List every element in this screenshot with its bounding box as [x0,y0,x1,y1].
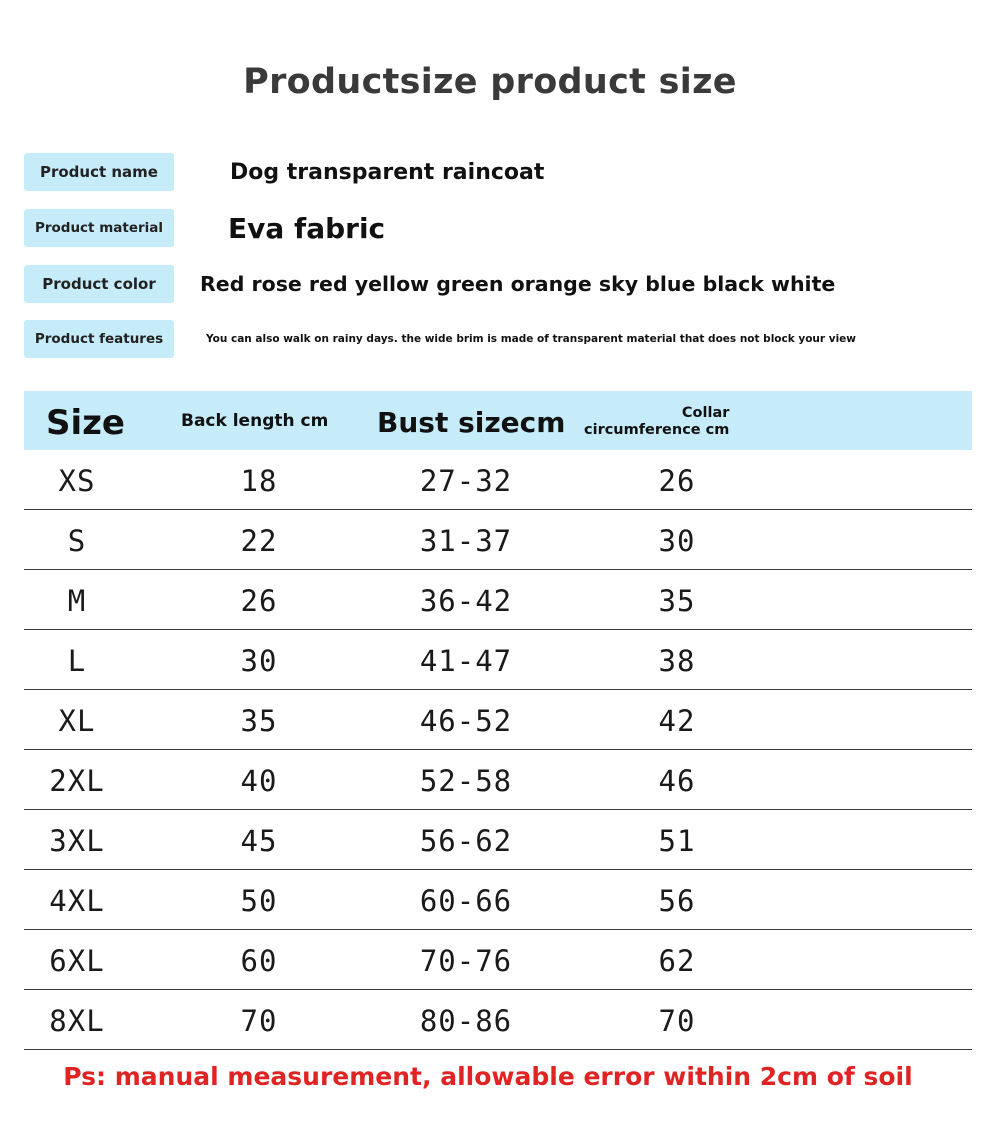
cell-collar: 26 [658,464,696,498]
table-row [24,810,972,870]
header-size: Size [46,403,125,443]
cell-bust-size: 70-76 [419,944,513,978]
cell-collar: 42 [658,704,696,738]
cell-collar: 38 [658,644,696,678]
cell-size: L [67,644,87,678]
cell-bust-size: 56-62 [419,824,513,858]
cell-bust-size: 41-47 [419,644,513,678]
cell-back-length: 60 [240,944,278,978]
cell-bust-size: 60-66 [419,884,513,918]
cell-back-length: 35 [240,704,278,738]
table-row [24,930,972,990]
cell-bust-size: 80-86 [419,1004,513,1038]
cell-collar: 30 [658,524,696,558]
cell-bust-size: 27-32 [419,464,513,498]
cell-collar: 56 [658,884,696,918]
cell-bust-size: 36-42 [419,584,513,618]
cell-size: 3XL [49,824,105,858]
measurement-note: Ps: manual measurement, allowable error within 2cm of soil [63,1062,913,1091]
cell-back-length: 18 [240,464,278,498]
cell-collar: 51 [658,824,696,858]
table-row [24,870,972,930]
header-bust-size: Bust sizecm [377,406,566,439]
table-row [24,690,972,750]
product-color-value: Red rose red yellow green orange sky blue black white [200,272,836,296]
cell-size: XS [58,464,96,498]
cell-back-length: 22 [240,524,278,558]
cell-back-length: 26 [240,584,278,618]
cell-bust-size: 52-58 [419,764,513,798]
cell-bust-size: 31-37 [419,524,513,558]
cell-collar: 35 [658,584,696,618]
cell-size: S [67,524,87,558]
cell-back-length: 70 [240,1004,278,1038]
cell-size: 8XL [49,1004,105,1038]
table-row [24,510,972,570]
header-collar-circumference [584,405,729,439]
cell-back-length: 45 [240,824,278,858]
table-row [24,450,972,510]
table-row [24,750,972,810]
cell-back-length: 30 [240,644,278,678]
product-material-label: Product material [24,209,174,247]
cell-collar: 62 [658,944,696,978]
size-table-body [24,450,972,1050]
header-collar-line1: Collar [681,405,730,421]
product-material-value: Eva fabric [228,211,386,245]
cell-collar: 70 [658,1004,696,1038]
cell-size: 4XL [49,884,105,918]
size-table-header [24,391,972,450]
product-name-label: Product name [24,153,174,191]
cell-back-length: 40 [240,764,278,798]
info-row-name [24,153,984,193]
table-row [24,630,972,690]
product-features-label: Product features [24,320,174,358]
info-row-material [24,209,984,249]
cell-collar: 46 [658,764,696,798]
header-collar-line2: circumference cm [584,422,730,438]
product-features-value: You can also walk on rainy days. the wide brim is made of transparent material that does not block your view [206,333,857,345]
cell-size: 6XL [49,944,105,978]
product-color-label: Product color [24,265,174,303]
cell-bust-size: 46-52 [419,704,513,738]
table-row [24,990,972,1050]
table-row [24,570,972,630]
cell-size: 2XL [49,764,105,798]
info-row-color [24,265,984,305]
cell-back-length: 50 [240,884,278,918]
header-back-length: Back length cm [181,411,329,431]
cell-size: M [67,584,87,618]
page-title: Productsize product size [243,62,737,102]
cell-size: XL [58,704,96,738]
product-name-value: Dog transparent raincoat [230,159,545,185]
info-row-features [24,320,984,360]
